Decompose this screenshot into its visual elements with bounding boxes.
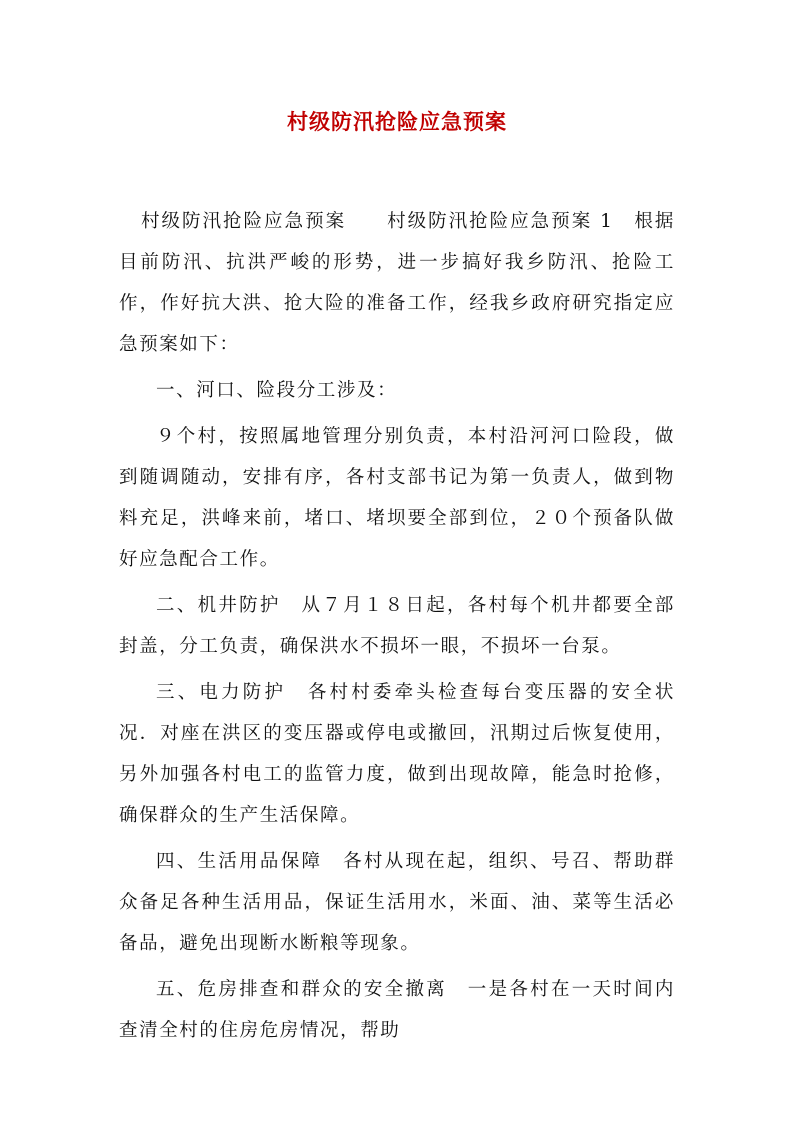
- paragraph-section-2: 二、机井防护 从７月１８日起，各村每个机井都要全部封盖，分工负责，确保洪水不损坏一眼，不损坏一台泵。: [119, 595, 675, 657]
- paragraph-section-1-body: ９个村，按照属地管理分别负责，本村沿河河口险段，做到随调随动，安排有序，各村支部书记为第一负责人，做到物料充足，洪峰来前，堵口、堵坝要全部到位，２０个预备队做好应急配合工作。: [119, 426, 675, 570]
- paragraph-section-5: 五、危房排查和群众的安全撤离 一是各村在一天时间内查清全村的住房危房情况，帮助: [119, 979, 675, 1041]
- paragraph-section-3: 三、电力防护 各村村委牵头检查每台变压器的安全状况．对座在洪区的变压器或停电或撤回，汛期过后恢复使用，另外加强各村电工的监管力度，做到出现故障，能急时抢修，确保群众的生产生活保障。: [119, 682, 675, 826]
- document-body: [119, 201, 675, 1056]
- paragraph-section-1-heading: 一、河口、险段分工涉及：: [156, 380, 398, 401]
- paragraph-section-4: 四、生活用品保障 各村从现在起，组织、号召、帮助群众备足各种生活用品，保证生活用水，米面、油、菜等生活必备品，避免出现断水断粮等现象。: [119, 851, 675, 954]
- paragraph-intro: 村级防汛抢险应急预案 村级防汛抢险应急预案 1 根据目前防汛、抗洪严峻的形势，进一步搞好我乡防汛、抢险工作，作好抗大洪、抢大险的准备工作，经我乡政府研究指定应急预案如下：: [119, 211, 675, 355]
- document-title: 村级防汛抢险应急预案: [287, 109, 507, 134]
